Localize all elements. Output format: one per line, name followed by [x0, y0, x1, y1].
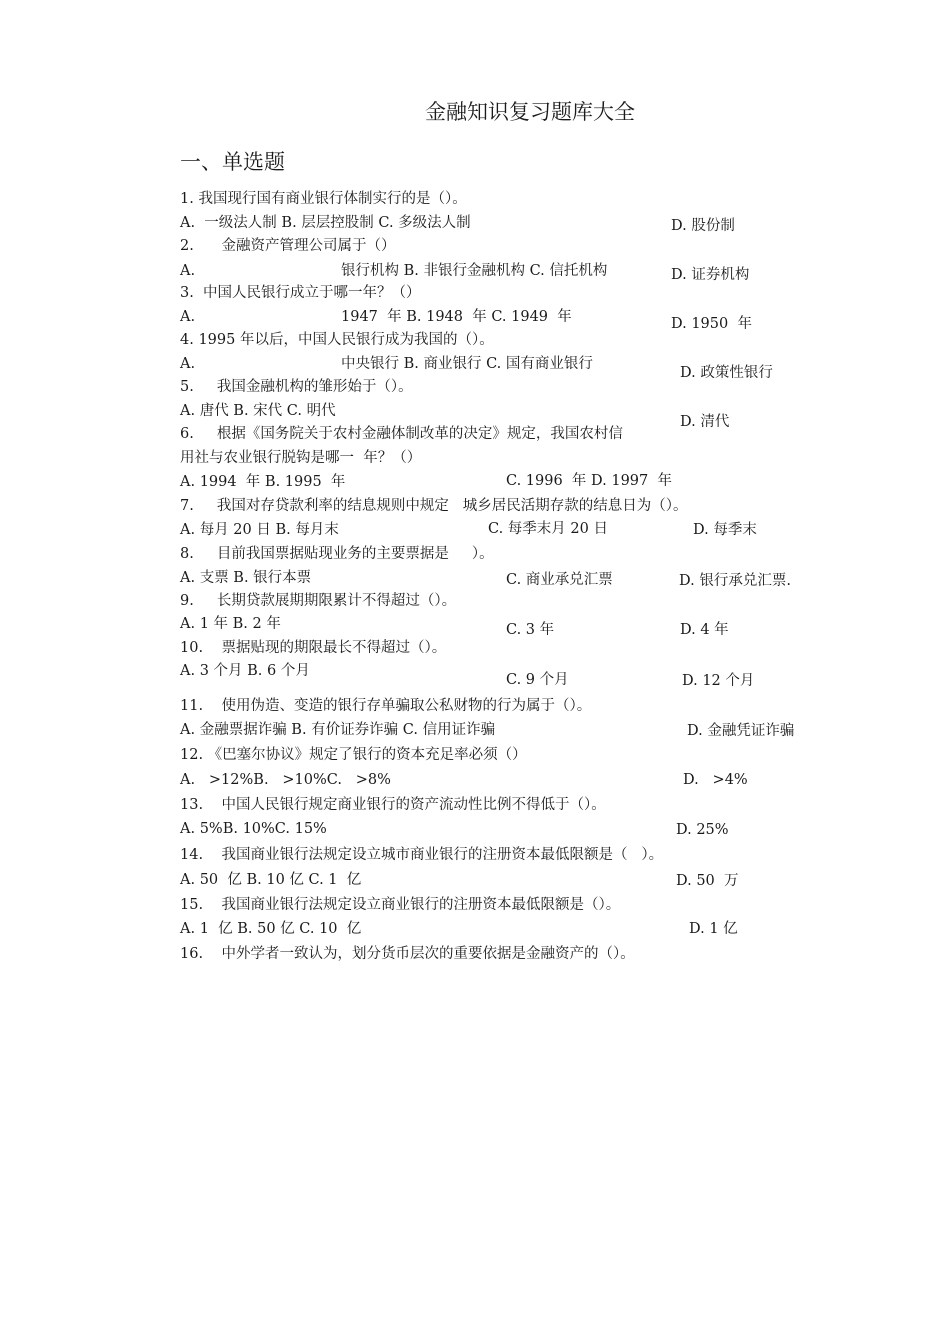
question-8-option-d: D. 银行承兑汇票.	[679, 573, 791, 589]
question-5: 5. 我国金融机构的雏形始于（）。	[180, 379, 413, 395]
question-15-options-abc: A. 1 亿 B. 50 亿 C. 10 亿	[180, 921, 362, 937]
question-2: 2. 金融资产管理公司属于（）	[180, 238, 396, 254]
question-7-options-ab: A. 每月 20 日 B. 每月末	[180, 522, 339, 538]
question-3-options-abc: 1947 年 B. 1948 年 C. 1949 年	[341, 309, 572, 325]
question-9: 9. 长期贷款展期期限累计不得超过（）。	[180, 593, 457, 609]
question-11-option-d: D. 金融凭证诈骗	[687, 723, 795, 739]
question-3-option-d: D. 1950 年	[671, 316, 752, 332]
question-2-option-label: A.	[180, 263, 196, 279]
question-11-options-abc: A. 金融票据诈骗 B. 有价证券诈骗 C. 信用证诈骗	[180, 722, 496, 738]
question-14-option-d: D. 50 万	[676, 873, 739, 889]
question-12-options-abc: A. >12%B. >10%C. >8%	[180, 772, 391, 788]
question-15: 15. 我国商业银行法规定设立商业银行的注册资本最低限额是（）。	[180, 897, 621, 913]
question-16: 16. 中外学者一致认为，划分货币层次的重要依据是金融资产的（）。	[180, 946, 635, 962]
question-9-option-d: D. 4 年	[680, 622, 729, 638]
question-13-option-d: D. 25%	[676, 822, 729, 838]
question-4-option-label: A.	[180, 356, 196, 372]
question-6: 6. 根据《国务院关于农村金融体制改革的决定》规定，我国农村信	[180, 426, 623, 442]
question-14: 14. 我国商业银行法规定设立城市商业银行的注册资本最低限额是（ ）。	[180, 847, 664, 863]
question-7-option-c: C. 每季末月 20 日	[488, 521, 608, 537]
question-4: 4. 1995 年以后，中国人民银行成为我国的（）。	[180, 332, 494, 348]
question-8: 8. 目前我国票据贴现业务的主要票据是 ）。	[180, 546, 494, 562]
question-6-options-cd: C. 1996 年 D. 1997 年	[506, 473, 672, 489]
question-1-options-abc: A. 一级法人制 B. 层层控股制 C. 多级法人制	[180, 215, 471, 231]
question-5-option-d: D. 清代	[680, 414, 730, 430]
question-1: 1. 我国现行国有商业银行体制实行的是（）。	[180, 191, 467, 207]
question-7-option-d: D. 每季末	[693, 522, 757, 538]
question-8-option-c: C. 商业承兑汇票	[506, 572, 613, 588]
question-6-continued: 用社与农业银行脱钩是哪一 年？（）	[180, 450, 422, 466]
question-13-options-abc: A. 5%B. 10%C. 15%	[180, 821, 327, 837]
question-1-option-d: D. 股份制	[671, 218, 735, 234]
question-4-options-abc: 中央银行 B. 商业银行 C. 国有商业银行	[341, 356, 593, 372]
question-7: 7. 我国对存贷款利率的结息规则中规定 城乡居民活期存款的结息日为（）。	[180, 498, 688, 514]
question-9-options-ab: A. 1 年 B. 2 年	[180, 616, 281, 632]
question-3-option-label: A.	[180, 309, 196, 325]
question-12-option-d: D. >4%	[683, 772, 748, 788]
question-13: 13. 中国人民银行规定商业银行的资产流动性比例不得低于（）。	[180, 797, 606, 813]
question-14-options-abc: A. 50 亿 B. 10 亿 C. 1 亿	[180, 872, 362, 888]
question-3: 3. 中国人民银行成立于哪一年？（）	[180, 285, 421, 301]
question-10-option-d: D. 12 个月	[682, 673, 755, 689]
question-10-option-c: C. 9 个月	[506, 672, 569, 688]
question-9-option-c: C. 3 年	[506, 622, 555, 638]
question-15-option-d: D. 1 亿	[689, 921, 738, 937]
question-6-options-ab: A. 1994 年 B. 1995 年	[180, 474, 346, 490]
question-2-option-d: D. 证券机构	[671, 267, 750, 283]
section-heading: 一、单选题	[180, 150, 285, 174]
document-title: 金融知识复习题库大全	[425, 100, 635, 124]
question-5-options-abc: A. 唐代 B. 宋代 C. 明代	[180, 403, 336, 419]
question-11: 11. 使用伪造、变造的银行存单骗取公私财物的行为属于（）。	[180, 698, 592, 714]
question-8-options-ab: A. 支票 B. 银行本票	[180, 570, 312, 586]
question-10-options-ab: A. 3 个月 B. 6 个月	[180, 663, 310, 679]
question-2-options-abc: 银行机构 B. 非银行金融机构 C. 信托机构	[341, 263, 608, 279]
question-12: 12. 《巴塞尔协议》规定了银行的资本充足率必须（）	[180, 747, 527, 763]
question-10: 10. 票据贴现的期限最长不得超过（）。	[180, 640, 447, 656]
question-4-option-d: D. 政策性银行	[680, 365, 773, 381]
